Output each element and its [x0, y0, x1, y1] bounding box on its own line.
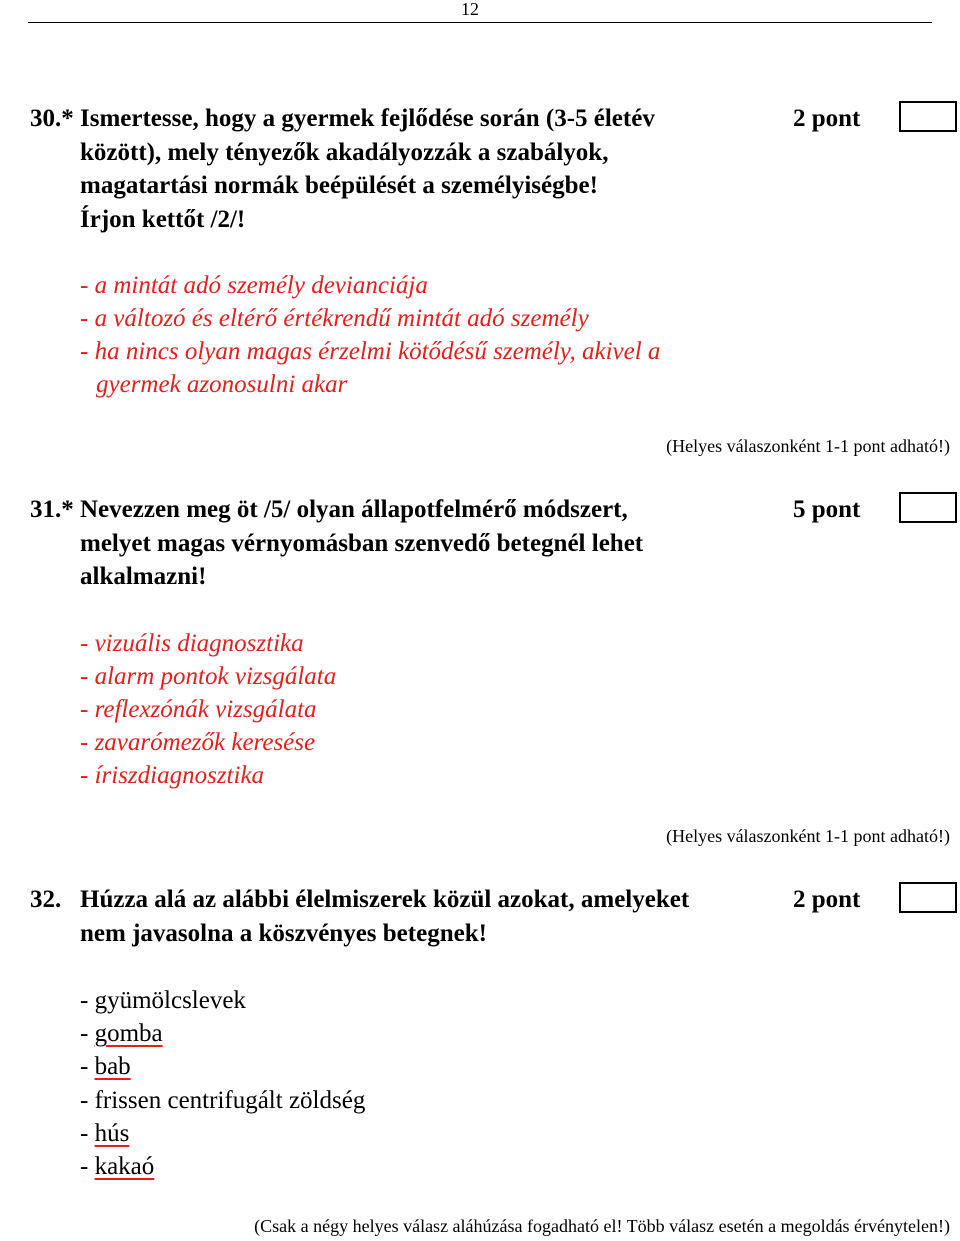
answer-line: - reflexzónák vizsgálata	[80, 696, 317, 723]
answer-line: - a mintát adó személy devianciája	[80, 272, 428, 299]
option-dash: -	[80, 1086, 95, 1114]
food-option[interactable]	[80, 1017, 365, 1050]
food-option[interactable]	[80, 984, 365, 1017]
food-option[interactable]	[80, 1084, 365, 1117]
option-dash: -	[80, 1153, 95, 1181]
question-30-line: magatartási normák beépülését a személyiségbe!	[80, 172, 598, 199]
question-32-line: Húzza alá az alábbi élelmiszerek közül azokat, amelyeket	[80, 886, 690, 913]
question-32-options	[80, 984, 365, 1183]
question-30-line: Ismertesse, hogy a gyermek fejlődése során (3-5 életév	[80, 105, 655, 132]
option-dash: -	[80, 1053, 95, 1081]
question-30-text	[80, 102, 780, 236]
answer-line: - zavarómezők keresése	[80, 729, 316, 756]
question-32-scoring-note: (Csak a négy helyes válasz aláhúzása fogadható el! Több válasz esetén a megoldás érvénytelen!)	[254, 1216, 950, 1236]
food-option[interactable]	[80, 1117, 365, 1150]
question-31-line: melyet magas vérnyomásban szenvedő betegnél lehet	[80, 529, 644, 557]
question-30-scoring-note: (Helyes válaszonként 1-1 pont adható!)	[666, 436, 950, 456]
question-31-score-box[interactable]	[899, 492, 957, 523]
question-30-points: 2 pont	[793, 105, 861, 132]
question-31-points: 5 pont	[793, 496, 861, 523]
question-30-number: 30.*	[30, 105, 74, 132]
header-rule	[28, 22, 932, 23]
food-option[interactable]	[80, 1150, 365, 1183]
question-32-text	[80, 883, 780, 950]
option-dash: -	[80, 987, 95, 1014]
option-text-underlined: gomba	[94, 1020, 163, 1048]
answer-line: - vizuális diagnosztika	[80, 630, 304, 657]
answer-line: gyermek azonosulni akar	[96, 371, 348, 398]
question-30-score-box[interactable]	[899, 101, 957, 132]
question-32-line: nem javasolna a köszvényes betegnek!	[80, 919, 487, 947]
question-31-answers	[80, 627, 336, 792]
question-30-line: között), mely tényezők akadályozzák a szabályok,	[80, 138, 609, 166]
answer-line: - a változó és eltérő értékrendű mintát adó személy	[80, 305, 589, 332]
question-30-answers	[80, 269, 660, 401]
option-text: gyümölcslevek	[94, 987, 246, 1014]
option-text-underlined: kakaó	[94, 1153, 155, 1181]
option-dash: -	[80, 1020, 95, 1048]
question-31-line: Nevezzen meg öt /5/ olyan állapotfelmérő módszert,	[80, 496, 628, 523]
option-text: frissen centrifugált zöldség	[94, 1086, 366, 1114]
answer-line: - alarm pontok vizsgálata	[80, 663, 337, 690]
question-31-line: alkalmazni!	[80, 563, 207, 590]
question-31-scoring-note: (Helyes válaszonként 1-1 pont adható!)	[666, 826, 950, 846]
food-option[interactable]	[80, 1050, 365, 1083]
question-32-number: 32.	[30, 886, 62, 913]
answer-line: - íriszdiagnosztika	[80, 762, 265, 789]
question-31-number: 31.*	[30, 496, 74, 523]
question-31-text	[80, 493, 780, 594]
page-number: 12	[461, 0, 479, 19]
answer-line: - ha nincs olyan magas érzelmi kötődésű személy, akivel a	[80, 338, 661, 365]
option-dash: -	[80, 1119, 95, 1147]
question-30-line: Írjon kettőt /2/!	[80, 205, 246, 233]
question-32-points: 2 pont	[793, 886, 861, 913]
option-text-underlined: hús	[94, 1119, 130, 1147]
option-text-underlined: bab	[94, 1053, 131, 1081]
question-32-score-box[interactable]	[899, 882, 957, 913]
